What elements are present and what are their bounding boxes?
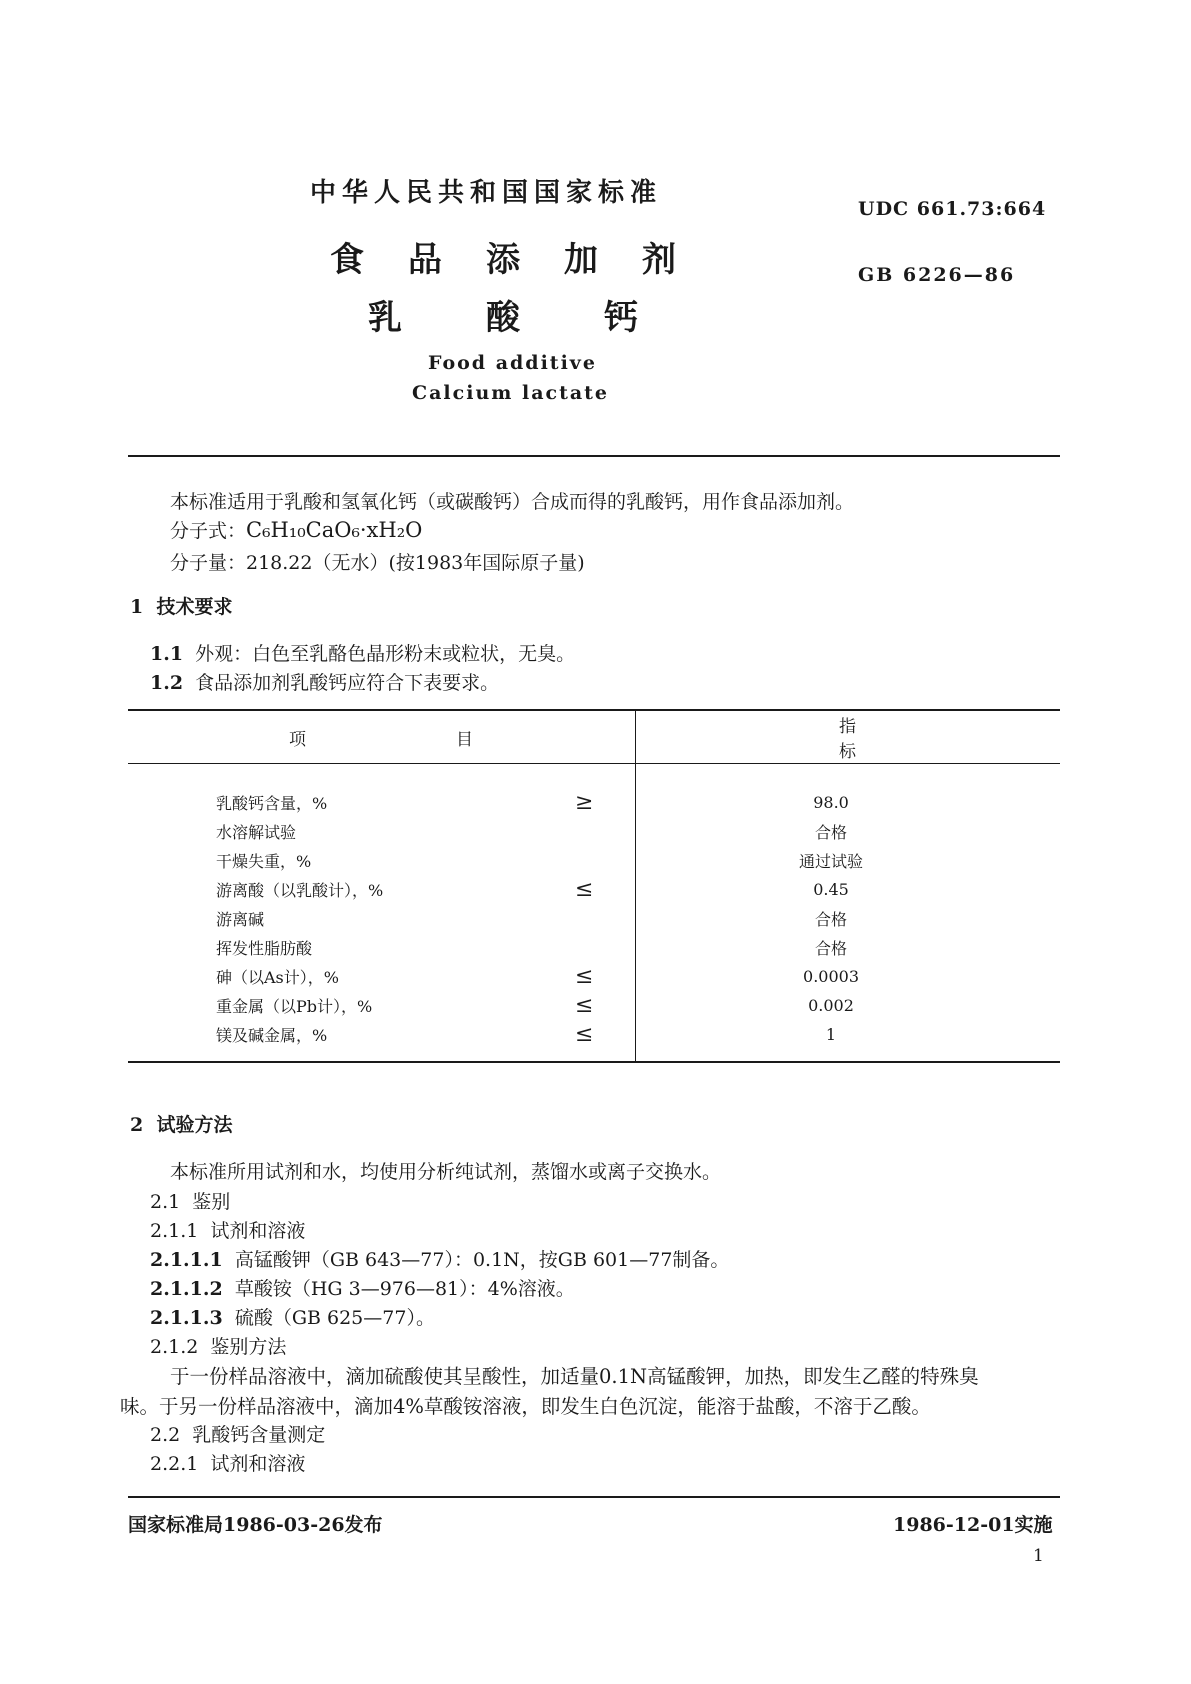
section1-heading: 1 技术要求 bbox=[130, 596, 233, 618]
row-item: 挥发性脂肪酸 bbox=[216, 939, 313, 958]
table-row bbox=[128, 846, 1060, 875]
table-row bbox=[128, 875, 1060, 904]
spec-table bbox=[128, 709, 1060, 1063]
col-header-item: 项目 bbox=[128, 710, 636, 764]
table-row bbox=[128, 991, 1060, 1020]
row-value: 0.002 bbox=[808, 996, 854, 1015]
table-row bbox=[128, 962, 1060, 991]
clause-2-1-1-3-num: 2.1.1.3 bbox=[150, 1307, 223, 1329]
udc-code: UDC 661.73:664 bbox=[858, 198, 1047, 220]
row-item: 水溶解试验 bbox=[216, 823, 297, 842]
row-value: 合格 bbox=[815, 823, 848, 842]
effective-date: 1986-12-01实施 bbox=[893, 1514, 1053, 1536]
row-symbol bbox=[575, 846, 636, 875]
clause-2-1-1-3 bbox=[150, 1303, 435, 1330]
row-value: 通过试验 bbox=[799, 852, 864, 871]
row-value: 0.45 bbox=[813, 880, 849, 899]
row-item: 乳酸钙含量，% bbox=[216, 794, 328, 813]
col-header-spec: 指标 bbox=[636, 710, 1060, 764]
clause-2-1-1-3-text: 硫酸（GB 625—77）。 bbox=[234, 1307, 435, 1329]
row-symbol: ≤ bbox=[575, 875, 636, 904]
clause-2-1-1-1-num: 2.1.1.1 bbox=[150, 1249, 223, 1271]
row-symbol bbox=[575, 904, 636, 933]
method-line-1: 于一份样品溶液中，滴加硫酸使其呈酸性，加适量0.1N高锰酸钾，加热，即发生乙醛的特殊臭 bbox=[170, 1365, 979, 1388]
clause-1-1-text: 外观：白色至乳酪色晶形粉末或粒状，无臭。 bbox=[195, 643, 576, 665]
clause-2-1-1-2-text: 草酸铵（HG 3—976—81）：4%溶液。 bbox=[234, 1278, 575, 1300]
national-standard-title: 中华人民共和国国家标准 bbox=[310, 178, 663, 208]
row-value: 合格 bbox=[815, 910, 848, 929]
row-symbol: ≤ bbox=[575, 991, 636, 1020]
row-item: 干燥失重，% bbox=[216, 852, 312, 871]
row-value: 合格 bbox=[815, 939, 848, 958]
standard-title-line2: 乳酸钙 bbox=[368, 298, 722, 338]
english-title-line2: Calcium lactate bbox=[412, 382, 610, 404]
row-value: 98.0 bbox=[813, 793, 849, 812]
row-symbol: ≥ bbox=[575, 764, 636, 818]
row-symbol: ≤ bbox=[575, 962, 636, 991]
row-item: 镁及碱金属，% bbox=[216, 1026, 328, 1045]
row-item: 游离酸（以乳酸计），% bbox=[216, 881, 384, 900]
footer-divider bbox=[128, 1496, 1060, 1498]
formula-value: C₆H₁₀CaO₆·xH₂O bbox=[246, 518, 423, 542]
clause-1-1-num: 1.1 bbox=[150, 643, 184, 665]
row-value: 0.0003 bbox=[803, 967, 860, 986]
clause-2-1-1-2 bbox=[150, 1274, 575, 1301]
clause-1-1 bbox=[150, 639, 575, 666]
clause-1-2-text: 食品添加剂乳酸钙应符合下表要求。 bbox=[195, 672, 500, 694]
row-symbol: ≤ bbox=[575, 1020, 636, 1062]
gb-code: GB 6226—86 bbox=[858, 264, 1016, 286]
row-symbol bbox=[575, 817, 636, 846]
row-item: 游离碱 bbox=[216, 910, 265, 929]
table-row bbox=[128, 817, 1060, 846]
clause-2-2: 2.2 乳酸钙含量测定 bbox=[150, 1424, 326, 1446]
header-divider bbox=[128, 455, 1060, 457]
section2-intro: 本标准所用试剂和水，均使用分析纯试剂，蒸馏水或离子交换水。 bbox=[170, 1161, 722, 1183]
issued-date: 国家标准局1986-03-26发布 bbox=[128, 1514, 383, 1536]
molecular-formula bbox=[170, 516, 422, 543]
clause-2-1-2: 2.1.2 鉴别方法 bbox=[150, 1336, 287, 1358]
table-row bbox=[128, 904, 1060, 933]
row-symbol bbox=[575, 933, 636, 962]
standard-title-line1: 食品添加剂 bbox=[330, 240, 720, 280]
row-value: 1 bbox=[825, 1025, 837, 1044]
table-row bbox=[128, 933, 1060, 962]
english-title-line1: Food additive bbox=[428, 352, 597, 374]
table-row bbox=[128, 764, 1060, 818]
scope-text: 本标准适用于乳酸和氢氧化钙（或碳酸钙）合成而得的乳酸钙，用作食品添加剂。 bbox=[170, 491, 855, 513]
clause-2-1-1: 2.1.1 试剂和溶液 bbox=[150, 1220, 306, 1242]
table-header-row bbox=[128, 710, 1060, 764]
clause-2-1-1-2-num: 2.1.1.2 bbox=[150, 1278, 223, 1300]
formula-label: 分子式： bbox=[170, 520, 247, 542]
section2-heading: 2 试验方法 bbox=[130, 1114, 233, 1136]
clause-2-1: 2.1 鉴别 bbox=[150, 1191, 231, 1213]
clause-1-2 bbox=[150, 668, 499, 695]
row-item: 重金属（以Pb计），% bbox=[216, 997, 373, 1016]
clause-2-1-1-1-text: 高锰酸钾（GB 643—77）：0.1N，按GB 601—77制备。 bbox=[234, 1249, 730, 1271]
page-number: 1 bbox=[1033, 1546, 1044, 1566]
clause-2-2-1: 2.2.1 试剂和溶液 bbox=[150, 1453, 306, 1475]
clause-1-2-num: 1.2 bbox=[150, 672, 184, 694]
molecular-mass: 分子量：218.22（无水）(按1983年国际原子量) bbox=[170, 552, 585, 574]
method-line-2: 味。于另一份样品溶液中，滴加4%草酸铵溶液，即发生白色沉淀，能溶于盐酸，不溶于乙酸。 bbox=[120, 1395, 931, 1418]
clause-2-1-1-1 bbox=[150, 1245, 729, 1272]
row-item: 砷（以As计），% bbox=[216, 968, 339, 987]
table-row bbox=[128, 1020, 1060, 1062]
